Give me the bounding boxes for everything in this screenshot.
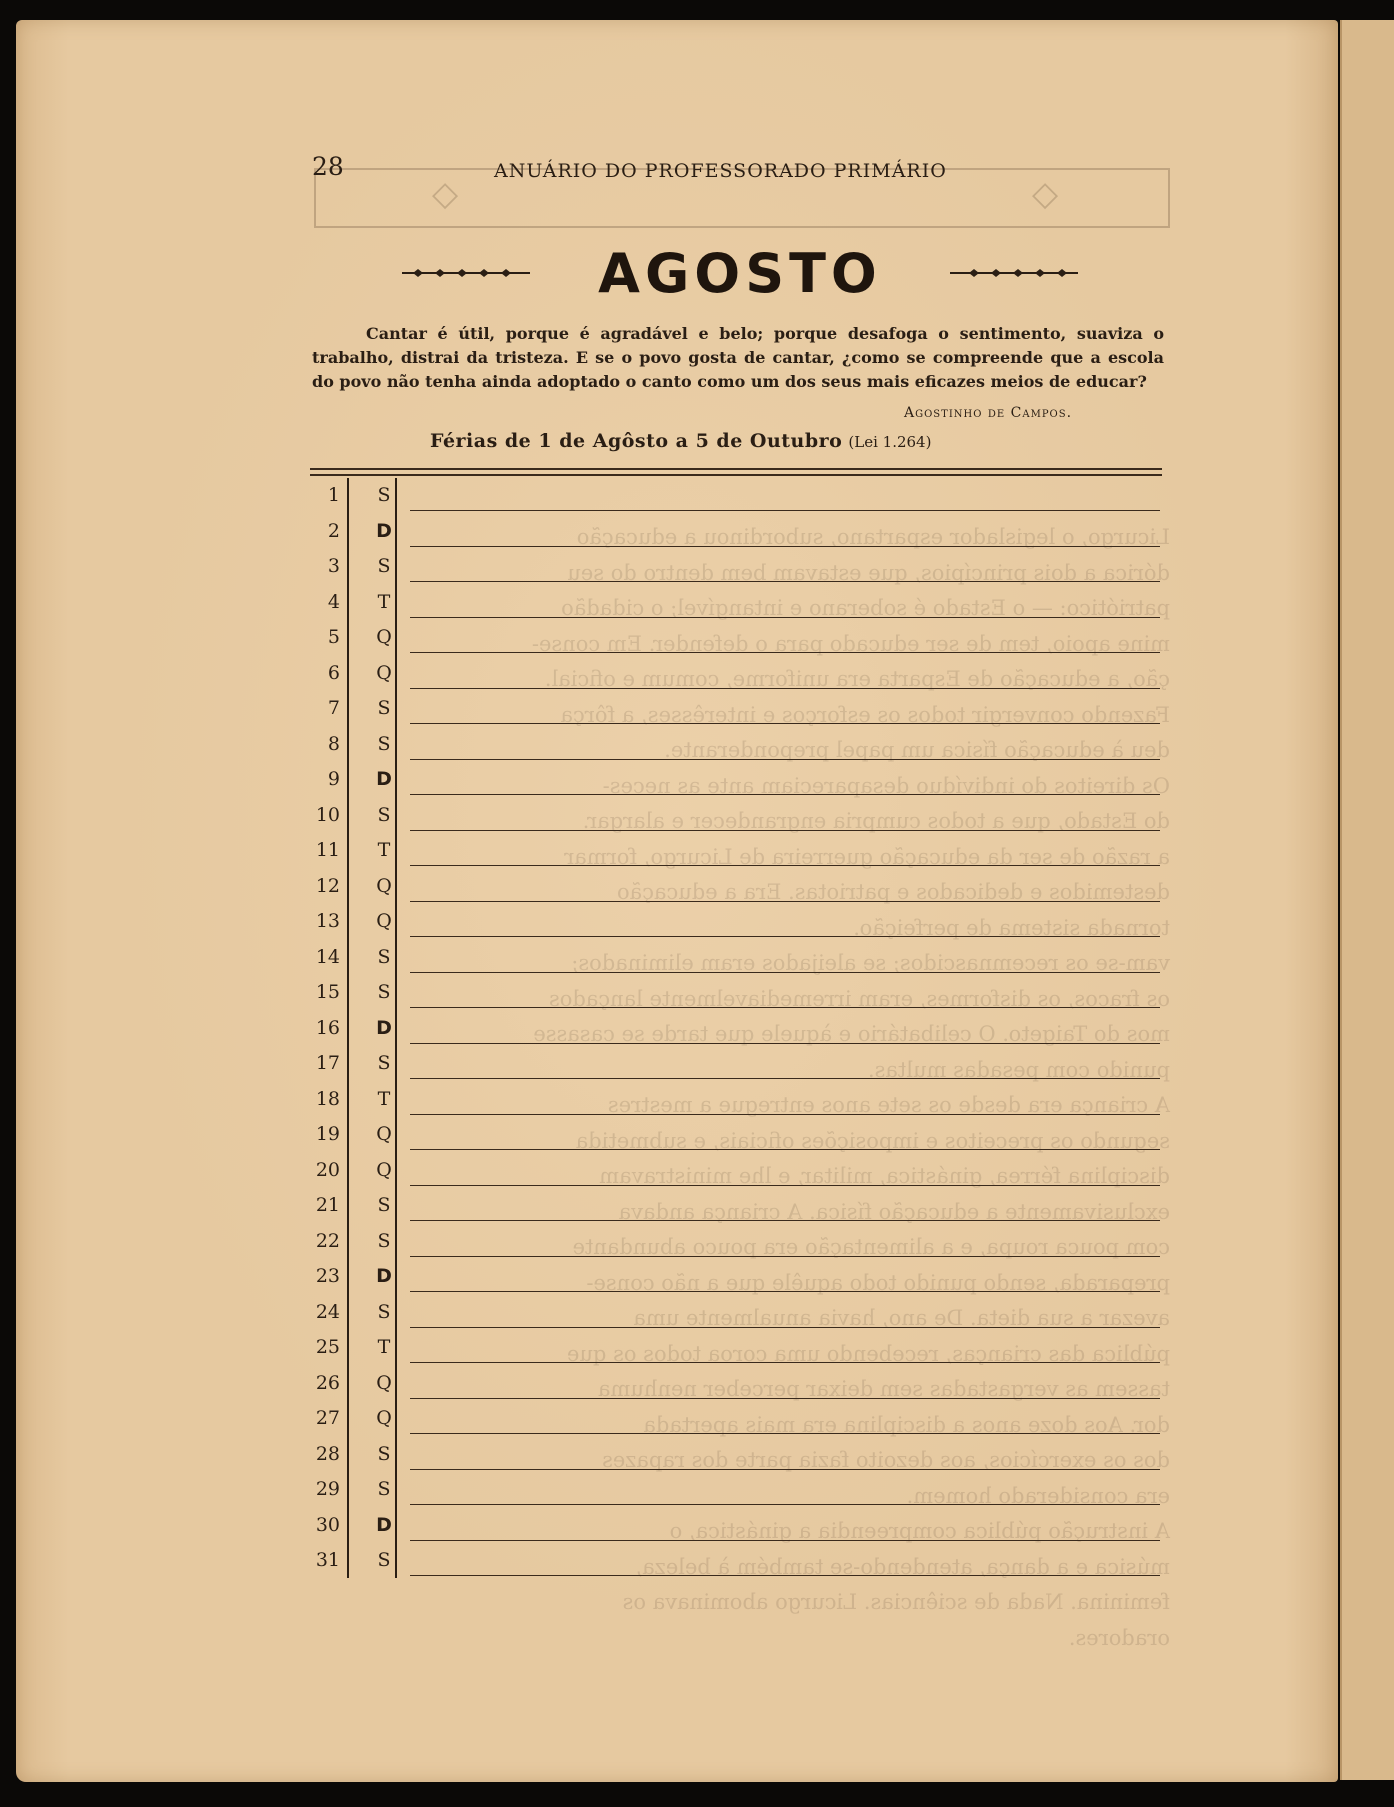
calendar-row [300,1295,1170,1331]
calendar-row [300,798,1170,834]
weekday-letter: S [377,697,391,719]
weekday-letter: S [377,1549,391,1571]
month-title: AGOSTO [598,241,882,305]
weekday-letter: Q [376,910,392,932]
calendar-row [300,1082,1170,1118]
calendar-table [300,478,1170,1650]
weekday-letter: S [377,1229,391,1252]
weekday-letter: Q [376,661,392,684]
day-number: 15 [315,981,340,1003]
right-ornament [948,268,1080,278]
show-through-text: Licurgo, o legislador espartano, subordinou a educação dórica a dois princípios, que estavam bem dentro do seu patriótico: — o Estado é soberano e intangível; o cidadão mine apoio, tem de ser educado para o defender. Em conse- ção, a educação de Esparta era uniforme, comum e oficial. Fazendo convergir todos os esforços e interêsses, a fôrça deu à educação física um papel preponderante. Os direitos do indivíduo desapareciam ante as neces- do Estado, que a todos cumpria engrandecer e alargar. a razão de ser da educação guerreira de Licurgo, formar destemidos e dedicados e patriotas. Era a educação tornada sistema de perfeição. vam-se os recemnascidos; se aleijados eram eliminados; os fracos, os disformes, eram irremediavelmente lançados mos do Taigeto. O celibatário e àquele que tarde se casasse punido com pesadas multas. A criança era desde os sete anos entregue a mestres segundo os preceitos e imposições oficiais, e submetida disciplina férrea, ginástica, militar, e lhe ministravam exclusivamente a educação física. A criança andava com pouca roupa, e a alimentação era pouco abundante preparada, sendo punido todo aquêle que a não conse- avezar a sua dieta. De ano, havia anualmente uma pública das crianças, recebendo uma coroa todos os que tassem as vergastadas sem deixar perceber nenhuma dor. Aos doze anos a disciplina era mais apertada dos os exercícios, aos dezoito fazia parte dos rapazes era considerado homem. A instrução pública compreendia a ginástica, o música e a dança, atendendo-se também à beleza, feminina. Nada de sciências. Licurgo abominava os oradores. [531,525,1170,1650]
weekday-letter: S [377,1052,391,1074]
note-line [410,1549,1160,1576]
calendar-row [300,691,1170,727]
calendar-row [300,1011,1170,1047]
weekday-letter: Q [376,1371,392,1394]
note-line [410,1443,1160,1470]
day-number: 9 [327,768,340,790]
calendar-row [300,762,1170,798]
note-line [410,1407,1160,1434]
calendar-row [300,1153,1170,1189]
weekday-letter: Q [376,1158,392,1181]
note-line [410,1336,1160,1363]
calendar-row [300,1046,1170,1082]
calendar-row [300,1437,1170,1473]
note-line [410,520,1160,547]
note-line [410,1159,1160,1186]
note-line [410,981,1160,1008]
calendar-row [300,975,1170,1011]
calendar-row [300,1472,1170,1508]
note-line [410,804,1160,831]
weekday-letter: S [377,1442,391,1465]
day-number: 21 [315,1194,340,1216]
calendar-row [300,585,1170,621]
note-line [410,1123,1160,1150]
note-line [410,1194,1160,1221]
weekday-letter: T [377,590,391,613]
holiday-period: Férias de 1 de Agôsto a 5 de Outubro [430,430,843,452]
epigraph-text: Cantar é útil, porque é agradável e belo; porque desafoga o sentimento, suaviza o trabalho, distrai da tristeza. E se o povo gosta de cantar, ¿como se compreende que a escola do povo não tenha ainda adoptado o canto como um dos seus mais eficazes meios de educar? [312,324,1164,391]
weekday-letter: Q [376,1123,392,1145]
note-line [410,1230,1160,1257]
calendar-row [300,904,1170,940]
table-top-rule [310,474,1162,476]
weekday-letter: Q [376,1407,392,1429]
day-number: 14 [315,945,340,968]
day-number: 31 [315,1549,340,1571]
note-line [410,591,1160,618]
calendar-row [300,833,1170,869]
weekday-letter: D [376,519,392,542]
calendar-row [300,549,1170,585]
calendar-row [300,1508,1170,1544]
note-line [410,697,1160,724]
day-number: 4 [327,590,340,613]
calendar-row [300,656,1170,692]
note-line [410,1088,1160,1115]
note-line [410,1265,1160,1292]
calendar-row [300,478,1170,514]
day-number: 8 [327,732,340,755]
month-heading [400,238,1080,308]
weekday-letter: S [377,555,391,577]
weekday-letter: T [377,1336,391,1358]
day-number: 25 [315,1336,340,1358]
day-number: 16 [315,1016,340,1039]
weekday-letter: S [377,803,391,826]
day-number: 3 [327,555,340,577]
calendar-row [300,1543,1170,1579]
note-line [410,1301,1160,1328]
day-number: 5 [327,626,340,648]
day-number: 6 [327,661,340,684]
calendar-row [300,727,1170,763]
note-line [410,910,1160,937]
calendar-row [300,1224,1170,1260]
day-number: 2 [327,519,340,542]
day-number: 26 [315,1371,340,1394]
left-ornament [400,268,532,278]
note-line [410,768,1160,795]
day-number: 19 [315,1123,340,1145]
day-number: 12 [315,874,340,897]
weekday-letter: T [377,839,391,861]
day-number: 29 [315,1478,340,1500]
day-number: 27 [315,1407,340,1429]
show-through-mark: ◇ [426,174,459,214]
calendar-row [300,1330,1170,1366]
page-number: 28 [312,152,344,181]
note-line [410,875,1160,902]
note-line [410,733,1160,760]
note-line [410,662,1160,689]
day-number: 11 [315,839,340,861]
day-number: 30 [315,1513,340,1536]
weekday-letter: S [377,945,391,968]
calendar-row [300,869,1170,905]
running-title: ANUÁRIO DO PROFESSORADO PRIMÁRIO [494,160,947,182]
weekday-letter: D [376,1016,392,1039]
weekday-letter: S [377,1194,391,1216]
holiday-law: (Lei 1.264) [848,433,932,451]
table-top-rule [310,468,1162,470]
weekday-letter: D [376,768,392,790]
note-line [410,1514,1160,1541]
day-number: 7 [327,697,340,719]
day-number: 22 [315,1229,340,1252]
day-number: 24 [315,1300,340,1323]
show-through-mark: ◇ [1026,174,1059,214]
day-number: 1 [327,484,340,506]
weekday-letter: S [377,484,391,506]
weekday-letter: Q [376,626,392,648]
day-number: 20 [315,1158,340,1181]
weekday-letter: Q [376,874,392,897]
calendar-row [300,620,1170,656]
epigraph-author: Agostinho de Campos. [904,405,1073,421]
note-line [410,626,1160,653]
note-line [410,555,1160,582]
calendar-row [300,1401,1170,1437]
day-number: 17 [315,1052,340,1074]
calendar-row [300,1117,1170,1153]
day-number: 13 [315,910,340,932]
weekday-letter: S [377,732,391,755]
note-line [410,946,1160,973]
note-line [410,1052,1160,1079]
calendar-row [300,1259,1170,1295]
note-line [410,1478,1160,1505]
day-number: 23 [315,1265,340,1287]
note-line [410,484,1160,511]
holiday-notice [430,430,1050,452]
day-number: 28 [315,1442,340,1465]
weekday-letter: S [377,1300,391,1323]
weekday-letter: D [376,1265,392,1287]
calendar-row [300,1188,1170,1224]
day-number: 10 [315,803,340,826]
calendar-row [300,940,1170,976]
day-number: 18 [315,1087,340,1110]
note-line [410,839,1160,866]
weekday-letter: S [377,981,391,1003]
weekday-letter: S [377,1478,391,1500]
calendar-row [300,1366,1170,1402]
note-line [410,1017,1160,1044]
calendar-row [300,514,1170,550]
weekday-letter: T [377,1087,391,1110]
weekday-letter: D [376,1513,392,1536]
note-line [410,1372,1160,1399]
